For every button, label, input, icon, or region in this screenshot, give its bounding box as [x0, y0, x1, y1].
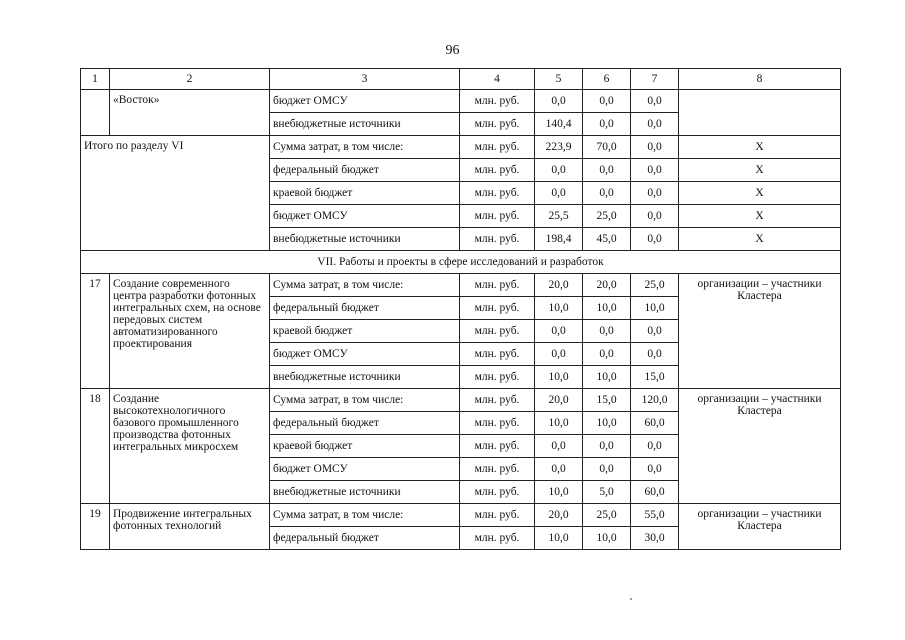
column-header-row: [81, 69, 841, 90]
unit-cell: млн. руб.: [460, 412, 535, 435]
value-col7: 0,0: [631, 113, 679, 136]
value-col6: 0,0: [583, 159, 631, 182]
value-col7: 0,0: [631, 90, 679, 113]
column-header: 2: [110, 69, 270, 90]
cost-label: Сумма затрат, в том числе:: [270, 136, 460, 159]
value-col6: 0,0: [583, 320, 631, 343]
unit-cell: млн. руб.: [460, 90, 535, 113]
cost-label: внебюджетные источники: [270, 481, 460, 504]
value-col6: 0,0: [583, 343, 631, 366]
value-col6: 25,0: [583, 205, 631, 228]
item-number: 17: [81, 274, 110, 389]
table-row: [81, 136, 841, 159]
value-col6: 0,0: [583, 90, 631, 113]
cost-label: внебюджетные источники: [270, 366, 460, 389]
value-col5: 10,0: [535, 481, 583, 504]
unit-cell: млн. руб.: [460, 182, 535, 205]
value-col7: 60,0: [631, 412, 679, 435]
column-8-mark: X: [679, 159, 841, 182]
value-col7: 10,0: [631, 297, 679, 320]
cost-label: внебюджетные источники: [270, 228, 460, 251]
column-header: 3: [270, 69, 460, 90]
value-col5: 0,0: [535, 159, 583, 182]
cost-label: федеральный бюджет: [270, 297, 460, 320]
section-total-label: Итого по разделу VI: [81, 136, 270, 251]
executor: организации – участники Кластера: [679, 389, 841, 504]
scan-speck: [630, 598, 632, 600]
unit-cell: млн. руб.: [460, 527, 535, 550]
column-header: 5: [535, 69, 583, 90]
value-col7: 0,0: [631, 343, 679, 366]
cost-label: Сумма затрат, в том числе:: [270, 389, 460, 412]
cost-label: Сумма затрат, в том числе:: [270, 504, 460, 527]
executor: организации – участники Кластера: [679, 504, 841, 550]
value-col7: 0,0: [631, 458, 679, 481]
unit-cell: млн. руб.: [460, 228, 535, 251]
value-col6: 0,0: [583, 113, 631, 136]
value-col5: 0,0: [535, 458, 583, 481]
value-col6: 0,0: [583, 435, 631, 458]
value-col5: 10,0: [535, 412, 583, 435]
item-name: Создание высокотехнологичного базового промышленного производства фотонных интегральных микросхем: [110, 389, 270, 504]
value-col5: 223,9: [535, 136, 583, 159]
value-col7: 120,0: [631, 389, 679, 412]
value-col6: 10,0: [583, 366, 631, 389]
cost-label: краевой бюджет: [270, 320, 460, 343]
unit-cell: млн. руб.: [460, 343, 535, 366]
column-8-mark: X: [679, 182, 841, 205]
table-row: [81, 90, 841, 113]
budget-table: [80, 68, 841, 550]
cost-label: бюджет ОМСУ: [270, 205, 460, 228]
value-col7: 55,0: [631, 504, 679, 527]
value-col5: 0,0: [535, 343, 583, 366]
value-col5: 198,4: [535, 228, 583, 251]
unit-cell: млн. руб.: [460, 274, 535, 297]
value-col6: 20,0: [583, 274, 631, 297]
unit-cell: млн. руб.: [460, 297, 535, 320]
unit-cell: млн. руб.: [460, 389, 535, 412]
unit-cell: млн. руб.: [460, 113, 535, 136]
value-col5: 10,0: [535, 297, 583, 320]
unit-cell: млн. руб.: [460, 435, 535, 458]
value-col5: 20,0: [535, 274, 583, 297]
value-col5: 140,4: [535, 113, 583, 136]
executor-empty: [679, 90, 841, 136]
value-col6: 70,0: [583, 136, 631, 159]
item-number: 18: [81, 389, 110, 504]
value-col5: 10,0: [535, 366, 583, 389]
value-col6: 0,0: [583, 182, 631, 205]
value-col5: 10,0: [535, 527, 583, 550]
unit-cell: млн. руб.: [460, 320, 535, 343]
value-col7: 0,0: [631, 320, 679, 343]
value-col7: 0,0: [631, 182, 679, 205]
value-col5: 20,0: [535, 389, 583, 412]
cost-label: бюджет ОМСУ: [270, 90, 460, 113]
section-title-row: [81, 251, 841, 274]
value-col7: 25,0: [631, 274, 679, 297]
page-number: 96: [445, 43, 460, 58]
value-col6: 5,0: [583, 481, 631, 504]
column-header: 4: [460, 69, 535, 90]
cost-label: федеральный бюджет: [270, 527, 460, 550]
item-name: «Восток»: [110, 90, 270, 136]
table-row: [81, 274, 841, 297]
value-col7: 0,0: [631, 136, 679, 159]
value-col6: 15,0: [583, 389, 631, 412]
cost-label: бюджет ОМСУ: [270, 343, 460, 366]
column-8-mark: X: [679, 228, 841, 251]
value-col7: 15,0: [631, 366, 679, 389]
value-col5: 0,0: [535, 182, 583, 205]
executor: организации – участники Кластера: [679, 274, 841, 389]
value-col6: 45,0: [583, 228, 631, 251]
value-col6: 10,0: [583, 412, 631, 435]
unit-cell: млн. руб.: [460, 159, 535, 182]
cost-label: краевой бюджет: [270, 182, 460, 205]
item-number: 19: [81, 504, 110, 550]
table-row: [81, 389, 841, 412]
item-name: Создание современного центра разработки фотонных интегральных схем, на основе передовых систем автоматизированного проектирования: [110, 274, 270, 389]
unit-cell: млн. руб.: [460, 136, 535, 159]
value-col5: 20,0: [535, 504, 583, 527]
cost-label: федеральный бюджет: [270, 159, 460, 182]
column-8-mark: X: [679, 136, 841, 159]
value-col5: 0,0: [535, 320, 583, 343]
value-col5: 0,0: [535, 435, 583, 458]
column-header: 6: [583, 69, 631, 90]
value-col7: 60,0: [631, 481, 679, 504]
column-header: 1: [81, 69, 110, 90]
column-8-mark: X: [679, 205, 841, 228]
value-col7: 0,0: [631, 435, 679, 458]
cost-label: федеральный бюджет: [270, 412, 460, 435]
value-col7: 0,0: [631, 228, 679, 251]
table-row: [81, 504, 841, 527]
item-number-empty: [81, 90, 110, 136]
value-col6: 25,0: [583, 504, 631, 527]
unit-cell: млн. руб.: [460, 481, 535, 504]
value-col5: 0,0: [535, 90, 583, 113]
column-header: 7: [631, 69, 679, 90]
cost-label: внебюджетные источники: [270, 113, 460, 136]
unit-cell: млн. руб.: [460, 458, 535, 481]
value-col7: 0,0: [631, 205, 679, 228]
item-name: Продвижение интегральных фотонных технологий: [110, 504, 270, 550]
unit-cell: млн. руб.: [460, 366, 535, 389]
column-header: 8: [679, 69, 841, 90]
cost-label: краевой бюджет: [270, 435, 460, 458]
value-col6: 10,0: [583, 527, 631, 550]
value-col5: 25,5: [535, 205, 583, 228]
value-col6: 0,0: [583, 458, 631, 481]
cost-label: бюджет ОМСУ: [270, 458, 460, 481]
section-title: VII. Работы и проекты в сфере исследований и разработок: [81, 251, 841, 274]
value-col7: 0,0: [631, 159, 679, 182]
value-col7: 30,0: [631, 527, 679, 550]
unit-cell: млн. руб.: [460, 504, 535, 527]
value-col6: 10,0: [583, 297, 631, 320]
cost-label: Сумма затрат, в том числе:: [270, 274, 460, 297]
unit-cell: млн. руб.: [460, 205, 535, 228]
